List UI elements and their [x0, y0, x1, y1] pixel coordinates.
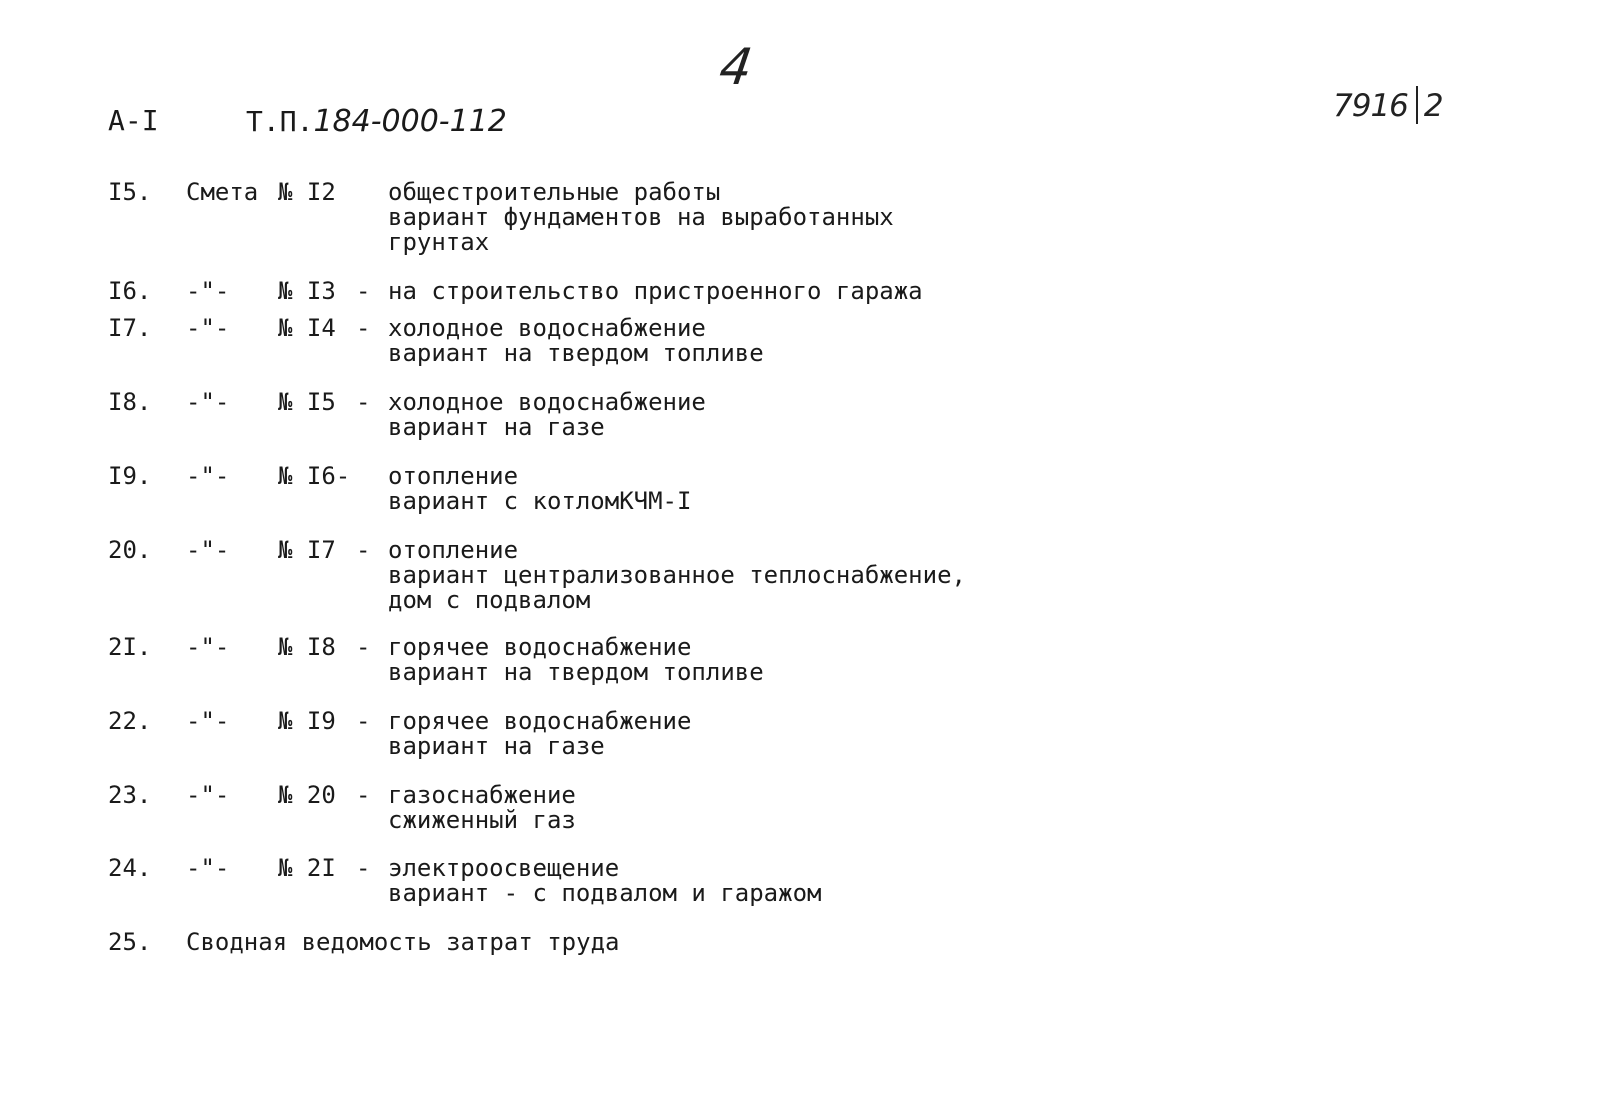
item-type: -"-	[186, 277, 230, 305]
item-number: 23.	[108, 781, 152, 809]
item-estimate-no: № I9	[278, 707, 336, 735]
item-estimate-no: № 2I	[278, 854, 336, 882]
item-type: -"-	[186, 388, 230, 416]
sheet-reference	[1333, 86, 1443, 124]
description-line: горячее водоснабжение	[388, 707, 692, 735]
item-dash: -	[356, 536, 371, 564]
item-description	[388, 316, 764, 366]
item-number: I5.	[108, 178, 152, 206]
description-line: газоснабжение	[388, 781, 576, 809]
description-line: холодное водоснабжение	[388, 314, 706, 342]
item-number: I7.	[108, 314, 152, 342]
item-dash: -	[356, 707, 371, 735]
item-description	[388, 538, 966, 613]
item-description	[388, 856, 821, 906]
item-type: Смета	[186, 178, 259, 206]
description-line: вариант на газе	[388, 732, 605, 760]
sheet-ref-divider	[1416, 86, 1418, 124]
description-line: вариант централизованное теплоснабжение,	[388, 561, 966, 589]
item-number: I6.	[108, 277, 152, 305]
item-number: 20.	[108, 536, 152, 564]
item-text: Сводная ведомость затрат труда	[186, 928, 620, 956]
item-number: 24.	[108, 854, 152, 882]
description-line: дом с подвалом	[388, 586, 591, 614]
item-description	[388, 464, 691, 514]
item-estimate-no: № I3	[278, 277, 336, 305]
item-estimate-no: № I6-	[278, 462, 351, 490]
description-line: горячее водоснабжение	[388, 633, 692, 661]
item-dash: -	[356, 781, 371, 809]
description-line: вариант - с подвалом и гаражом	[388, 879, 822, 907]
description-line: на строительство пристроенного гаража	[388, 277, 923, 305]
item-number: I9.	[108, 462, 152, 490]
item-type: -"-	[186, 462, 230, 490]
item-description	[388, 180, 894, 255]
project-prefix: Т.П.	[246, 105, 314, 138]
item-type: -"-	[186, 633, 230, 661]
item-estimate-no: № I8	[278, 633, 336, 661]
item-estimate-no: № I2	[278, 178, 336, 206]
section-code: А-I	[108, 104, 159, 137]
item-description	[388, 635, 764, 685]
item-type: -"-	[186, 536, 230, 564]
project-number: 184-000-112	[313, 104, 507, 139]
item-type: -"-	[186, 707, 230, 735]
item-description	[388, 279, 923, 304]
item-dash: -	[356, 388, 371, 416]
sheet-ref-right: 2	[1423, 88, 1443, 124]
item-type: -"-	[186, 314, 230, 342]
item-description	[388, 709, 691, 759]
description-line: холодное водоснабжение	[388, 388, 706, 416]
item-type: -"-	[186, 781, 230, 809]
item-estimate-no: № 20	[278, 781, 336, 809]
item-number: I8.	[108, 388, 152, 416]
description-line: вариант на твердом топливе	[388, 658, 764, 686]
description-line: общестроительные работы	[388, 178, 721, 206]
item-description	[388, 390, 706, 440]
description-line: отопление	[388, 536, 519, 564]
description-line: вариант фундаментов на выработанных	[388, 203, 894, 231]
item-type: -"-	[186, 854, 230, 882]
description-line: вариант с котломКЧМ-I	[388, 487, 692, 515]
item-dash: -	[356, 633, 371, 661]
item-estimate-no: № I7	[278, 536, 336, 564]
item-number: 22.	[108, 707, 152, 735]
item-dash: -	[356, 314, 371, 342]
item-dash: -	[356, 854, 371, 882]
project-code	[246, 104, 507, 139]
item-description	[388, 783, 576, 833]
description-line: электроосвещение	[388, 854, 620, 882]
item-dash: -	[356, 277, 371, 305]
item-number: 2I.	[108, 633, 152, 661]
sheet-ref-left: 7916	[1333, 88, 1408, 124]
description-line: вариант на газе	[388, 413, 605, 441]
item-estimate-no: № I4	[278, 314, 336, 342]
description-line: сжиженный газ	[388, 806, 576, 834]
handwritten-page-number: 4	[715, 38, 756, 96]
item-estimate-no: № I5	[278, 388, 336, 416]
description-line: грунтах	[388, 228, 490, 256]
item-number: 25.	[108, 928, 152, 956]
description-line: отопление	[388, 462, 519, 490]
description-line: вариант на твердом топливе	[388, 339, 764, 367]
